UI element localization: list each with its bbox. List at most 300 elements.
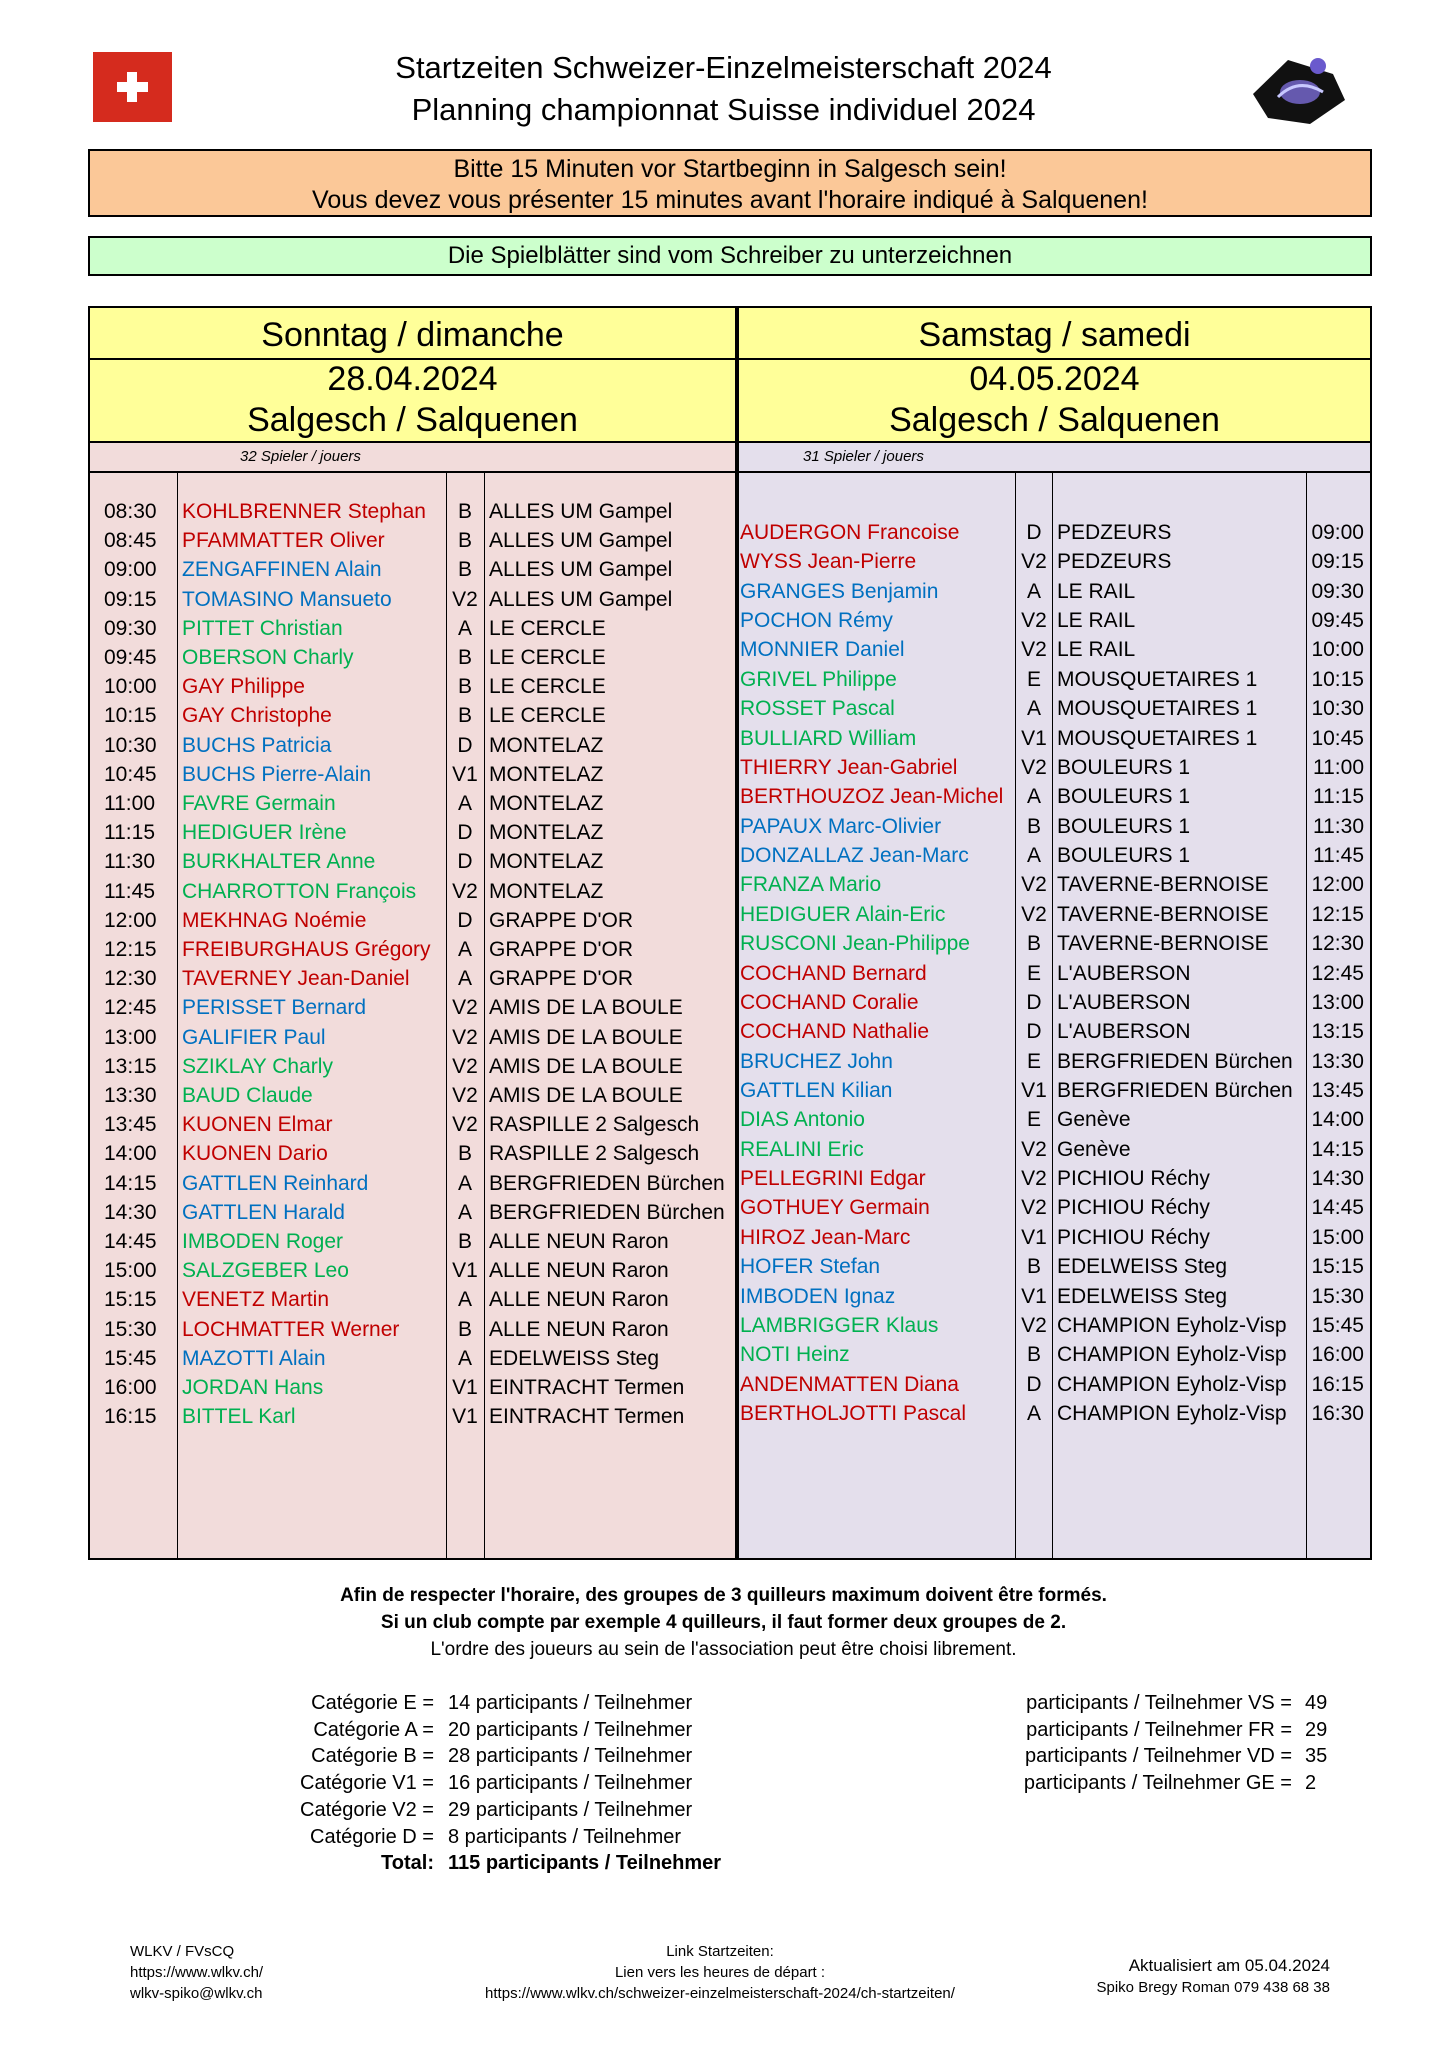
arrival-notice-de: Bitte 15 Minuten vor Startbeginn in Salgesch sein!: [453, 155, 1007, 183]
right-place: Salgesch / Salquenen: [889, 401, 1220, 439]
right-row-cat: D: [1026, 990, 1042, 1014]
right-row-name: RUSCONI Jean-Philippe: [740, 932, 970, 956]
right-row-time: 13:00: [1311, 990, 1364, 1014]
footer-link-block: [420, 1941, 1020, 2004]
left-row-name: KOHLBRENNER Stephan: [182, 500, 426, 523]
category-value: 20 participants / Teilnehmer: [448, 1718, 693, 1741]
left-row-time: 13:30: [104, 1084, 157, 1107]
left-row-club: EINTRACHT Termen: [489, 1376, 685, 1399]
left-row-cat: B: [457, 675, 472, 699]
left-row-name: GAY Philippe: [182, 675, 305, 699]
page-title: Startzeiten Schweizer-Einzelmeisterschaft 2024: [395, 50, 1052, 85]
left-row-time: 14:15: [104, 1171, 157, 1195]
right-row-club: Genève: [1057, 1137, 1131, 1161]
left-row-name: SZIKLAY Charly: [182, 1054, 333, 1078]
left-row-name: GAY Christophe: [182, 704, 332, 728]
right-row-cat: E: [1026, 1108, 1041, 1132]
left-day: Sonntag / dimanche: [261, 316, 564, 354]
left-row-name: PITTET Christian: [182, 616, 343, 640]
left-row-name: SALZGEBER Leo: [182, 1259, 349, 1283]
right-row-time: 09:30: [1311, 579, 1364, 603]
right-row-time: 14:30: [1311, 1167, 1364, 1191]
left-row-time: 16:00: [104, 1376, 157, 1399]
right-row-cat: V1: [1021, 1225, 1047, 1249]
total-label: Total:: [381, 1852, 434, 1875]
right-row-time: 11:15: [1313, 785, 1364, 809]
right-row-cat: V2: [1021, 609, 1047, 633]
left-player-count: 32 Spieler / jouers: [240, 448, 361, 465]
right-row-time: 14:45: [1311, 1196, 1364, 1220]
right-row-club: BERGFRIEDEN Bürchen: [1057, 1049, 1293, 1073]
left-row-cat: B: [457, 1230, 472, 1253]
right-row-name: ANDENMATTEN Diana: [740, 1372, 959, 1396]
right-row-cat: V2: [1021, 1196, 1047, 1220]
right-row-name: AUDERGON Francoise: [740, 521, 960, 544]
left-row-name: KUONEN Dario: [182, 1142, 328, 1166]
right-row-time: 11:30: [1313, 814, 1364, 838]
footer-startzeiten-link[interactable]: https://www.wlkv.ch/schweizer-einzelmeisterschaft-2024/ch-startzeiten/: [485, 1985, 955, 2002]
left-row-club: AMIS DE LA BOULE: [489, 1084, 683, 1107]
right-row-club: PEDZEURS: [1057, 521, 1172, 544]
left-row-time: 15:15: [104, 1288, 157, 1312]
right-row-name: GOTHUEY Germain: [740, 1196, 930, 1220]
left-row-time: 08:30: [104, 500, 157, 523]
left-row-name: GALIFIER Paul: [182, 1025, 326, 1049]
arrival-notice-fr: Vous devez vous présenter 15 minutes avant l'horaire indiqué à Salquenen!: [312, 186, 1148, 214]
right-row-club: MOUSQUETAIRES 1: [1057, 726, 1258, 750]
category-value: 29 participants / Teilnehmer: [448, 1798, 693, 1821]
right-row-name: HIROZ Jean-Marc: [740, 1225, 911, 1249]
right-row-club: CHAMPION Eyholz-Visp: [1057, 1313, 1287, 1337]
canton-value: 29: [1305, 1718, 1328, 1741]
category-value: 28 participants / Teilnehmer: [448, 1745, 693, 1768]
left-row-cat: A: [457, 616, 472, 640]
right-row-time: 10:45: [1311, 726, 1364, 750]
left-row-time: 11:15: [104, 821, 155, 845]
left-row-cat: V2: [452, 1054, 478, 1078]
right-row-cat: A: [1026, 785, 1041, 809]
right-row-club: BOULEURS 1: [1057, 755, 1191, 779]
left-row-club: LE CERCLE: [489, 646, 606, 669]
left-row-club: ALLES UM Gampel: [489, 529, 673, 553]
right-row-club: TAVERNE-BERNOISE: [1057, 932, 1269, 956]
right-row-club: TAVERNE-BERNOISE: [1057, 873, 1269, 897]
right-row-club: PEDZEURS: [1057, 550, 1172, 574]
left-row-time: 10:30: [104, 733, 157, 757]
left-row-name: KUONEN Elmar: [182, 1113, 333, 1137]
right-row-cat: A: [1026, 579, 1041, 603]
right-row-time: 09:45: [1311, 609, 1364, 633]
left-row-time: 11:00: [104, 792, 155, 815]
left-row-club: MONTELAZ: [489, 792, 604, 815]
left-row-cat: V1: [452, 1405, 478, 1429]
total-value: 115 participants / Teilnehmer: [448, 1852, 722, 1875]
right-row-name: HOFER Stefan: [740, 1255, 881, 1279]
left-row-time: 09:00: [104, 558, 157, 582]
right-row-name: WYSS Jean-Pierre: [740, 550, 917, 574]
right-row-club: CHAMPION Eyholz-Visp: [1057, 1402, 1287, 1425]
right-row-club: PICHIOU Réchy: [1057, 1167, 1210, 1191]
left-row-time: 10:00: [104, 675, 157, 699]
schedule-table: [88, 306, 1372, 1560]
left-row-cat: A: [457, 1200, 472, 1224]
sign-notice: Die Spielblätter sind vom Schreiber zu unterzeichnen: [88, 236, 1372, 276]
right-row-name: REALINI Eric: [740, 1137, 864, 1161]
right-row-name: BULLIARD William: [740, 726, 917, 750]
right-row-cat: V1: [1021, 1078, 1047, 1102]
right-row-club: MOUSQUETAIRES 1: [1057, 667, 1258, 691]
category-label: Catégorie D =: [310, 1825, 434, 1848]
right-row-cat: V2: [1021, 873, 1047, 897]
right-row-name: NOTI Heinz: [740, 1343, 850, 1367]
left-row-name: BITTEL Karl: [182, 1405, 296, 1429]
footer-org-name: WLKV / FVsCQ: [130, 1943, 235, 1960]
left-row-club: EDELWEISS Steg: [489, 1346, 660, 1370]
left-row-name: VENETZ Martin: [182, 1288, 330, 1312]
category-label: Catégorie A =: [313, 1718, 434, 1741]
left-row-name: BUCHS Pierre-Alain: [182, 762, 372, 786]
category-label: Catégorie V2 =: [300, 1798, 434, 1821]
left-row-cat: D: [457, 821, 473, 845]
right-row-time: 11:00: [1313, 755, 1364, 779]
right-row-club: LE RAIL: [1057, 579, 1136, 603]
left-row-name: BAUD Claude: [182, 1084, 313, 1107]
right-row-time: 15:00: [1311, 1225, 1364, 1249]
note-groups: Afin de respecter l'horaire, des groupes de 3 quilleurs maximum doivent être formés.: [340, 1585, 1107, 1606]
right-row-cat: D: [1026, 521, 1042, 544]
left-row-cat: V1: [452, 762, 478, 786]
left-row-time: 13:45: [104, 1113, 157, 1137]
canton-label: participants / Teilnehmer VD =: [1025, 1745, 1292, 1768]
left-row-club: GRAPPE D'OR: [489, 938, 634, 961]
left-row-club: MONTELAZ: [489, 821, 604, 845]
right-row-name: FRANZA Mario: [740, 873, 882, 897]
right-row-time: 16:30: [1311, 1402, 1364, 1425]
footer-update-block: [1040, 1955, 1330, 1998]
left-row-time: 12:15: [104, 938, 157, 961]
right-row-time: 12:30: [1311, 932, 1364, 956]
note-example: Si un club compte par exemple 4 quilleurs, il faut former deux groupes de 2.: [380, 1612, 1067, 1633]
left-row-name: MAZOTTI Alain: [182, 1346, 326, 1370]
left-row-cat: D: [457, 733, 473, 757]
left-row-club: GRAPPE D'OR: [489, 908, 634, 932]
left-row-club: BERGFRIEDEN Bürchen: [489, 1200, 725, 1224]
left-row-time: 10:15: [104, 704, 157, 728]
canton-label: participants / Teilnehmer GE =: [1023, 1772, 1292, 1795]
left-row-club: ALLE NEUN Raron: [489, 1317, 669, 1341]
canton-value: 49: [1305, 1692, 1328, 1714]
page-subtitle: Planning championnat Suisse individuel 2024: [411, 92, 1036, 127]
footer-link-label-fr: Lien vers les heures de départ :: [614, 1964, 826, 1981]
left-row-cat: V2: [452, 996, 478, 1020]
right-row-time: 12:15: [1311, 902, 1364, 926]
left-row-club: MONTELAZ: [489, 850, 604, 874]
right-row-cat: A: [1026, 697, 1041, 721]
left-row-time: 08:45: [104, 529, 157, 553]
right-row-cat: V2: [1021, 550, 1047, 574]
left-row-time: 11:30: [104, 850, 155, 874]
note-order: L'ordre des joueurs au sein de l'association peut être choisi librement.: [430, 1639, 1017, 1660]
left-row-cat: B: [457, 1142, 472, 1166]
right-row-cat: V2: [1021, 1137, 1047, 1161]
right-row-time: 13:15: [1311, 1020, 1364, 1044]
left-row-cat: B: [457, 704, 472, 728]
category-label: Catégorie V1 =: [300, 1772, 434, 1795]
right-row-cat: B: [1026, 1255, 1041, 1279]
left-row-time: 12:45: [104, 996, 157, 1020]
right-row-name: MONNIER Daniel: [740, 638, 905, 662]
footer-link-label-de: Link Startzeiten:: [666, 1943, 774, 1960]
right-row-time: 11:45: [1313, 844, 1364, 868]
right-row-name: BERTHOUZOZ Jean-Michel: [740, 785, 1004, 809]
right-row-name: ROSSET Pascal: [740, 697, 895, 721]
right-row-name: HEDIGUER Alain-Eric: [740, 902, 946, 926]
right-row-club: LE RAIL: [1057, 638, 1136, 662]
left-row-time: 13:00: [104, 1025, 157, 1049]
left-row-club: ALLES UM Gampel: [489, 587, 673, 611]
category-value: 14 participants / Teilnehmer: [448, 1692, 693, 1714]
left-row-time: 15:30: [104, 1317, 157, 1341]
right-row-club: PICHIOU Réchy: [1057, 1225, 1210, 1249]
right-row-cat: V2: [1021, 902, 1047, 926]
left-row-name: GATTLEN Reinhard: [182, 1171, 369, 1195]
left-row-club: MONTELAZ: [489, 879, 604, 903]
right-row-cat: B: [1026, 814, 1041, 838]
right-row-time: 12:00: [1311, 873, 1364, 897]
left-row-name: IMBODEN Roger: [182, 1230, 344, 1253]
left-row-cat: A: [457, 1346, 472, 1370]
right-row-club: MOUSQUETAIRES 1: [1057, 697, 1258, 721]
left-row-name: OBERSON Charly: [182, 646, 354, 669]
right-date: 04.05.2024: [969, 360, 1140, 398]
right-row-name: DONZALLAZ Jean-Marc: [740, 844, 969, 868]
category-value: 8 participants / Teilnehmer: [448, 1825, 682, 1848]
footer-org: [130, 1941, 263, 2004]
right-row-cat: V2: [1021, 638, 1047, 662]
left-row-cat: A: [457, 792, 472, 815]
left-row-name: FAVRE Germain: [182, 792, 336, 815]
right-row-time: 16:00: [1311, 1343, 1364, 1367]
left-row-time: 16:15: [104, 1405, 157, 1429]
left-row-cat: B: [457, 1317, 472, 1341]
right-row-cat: V1: [1021, 726, 1047, 750]
footer-contact: Spiko Bregy Roman 079 438 68 38: [1096, 1979, 1330, 1996]
left-row-name: PFAMMATTER Oliver: [182, 529, 385, 553]
right-row-club: Genève: [1057, 1108, 1131, 1132]
right-row-name: GRANGES Benjamin: [740, 579, 939, 603]
right-row-club: BOULEURS 1: [1057, 785, 1191, 809]
right-row-time: 09:15: [1311, 550, 1364, 574]
right-row-time: 16:15: [1311, 1372, 1364, 1396]
canton-value: 2: [1305, 1772, 1317, 1795]
left-row-club: BERGFRIEDEN Bürchen: [489, 1171, 725, 1195]
right-day: Samstag / samedi: [918, 316, 1191, 354]
right-row-club: BOULEURS 1: [1057, 844, 1191, 868]
right-row-club: TAVERNE-BERNOISE: [1057, 902, 1269, 926]
right-row-cat: E: [1026, 667, 1041, 691]
right-row-club: EDELWEISS Steg: [1057, 1255, 1228, 1279]
right-row-cat: V2: [1021, 755, 1047, 779]
right-row-club: LE RAIL: [1057, 609, 1136, 633]
left-row-club: LE CERCLE: [489, 704, 606, 728]
right-row-name: BRUCHEZ John: [740, 1049, 893, 1073]
left-row-club: ALLES UM Gampel: [489, 500, 673, 523]
left-row-cat: B: [457, 558, 472, 582]
right-row-cat: D: [1026, 1020, 1042, 1044]
left-row-name: FREIBURGHAUS Grégory: [182, 938, 431, 961]
right-row-club: L'AUBERSON: [1057, 990, 1191, 1014]
right-row-club: CHAMPION Eyholz-Visp: [1057, 1372, 1287, 1396]
left-row-cat: D: [457, 908, 473, 932]
left-row-cat: V2: [452, 1113, 478, 1137]
left-row-name: HEDIGUER Irène: [182, 821, 347, 845]
right-row-name: DIAS Antonio: [740, 1108, 865, 1132]
right-row-cat: B: [1026, 932, 1041, 956]
right-row-club: CHAMPION Eyholz-Visp: [1057, 1343, 1287, 1367]
right-row-club: EDELWEISS Steg: [1057, 1284, 1228, 1308]
left-row-cat: B: [457, 500, 472, 523]
canton-value: 35: [1305, 1745, 1328, 1768]
right-row-name: COCHAND Coralie: [740, 990, 919, 1014]
right-row-time: 14:00: [1311, 1108, 1364, 1132]
canton-label: participants / Teilnehmer FR =: [1026, 1718, 1292, 1741]
left-row-name: BUCHS Patricia: [182, 733, 332, 757]
left-row-club: RASPILLE 2 Salgesch: [489, 1142, 700, 1166]
right-row-time: 15:30: [1311, 1284, 1364, 1308]
left-row-club: LE CERCLE: [489, 616, 606, 640]
right-row-time: 10:15: [1311, 667, 1364, 691]
left-row-cat: A: [457, 1171, 472, 1195]
left-date: 28.04.2024: [327, 360, 498, 398]
left-row-time: 12:30: [104, 967, 157, 991]
left-row-time: 12:00: [104, 908, 157, 932]
left-row-time: 14:45: [104, 1230, 157, 1253]
left-row-club: EINTRACHT Termen: [489, 1405, 685, 1429]
left-row-club: ALLES UM Gampel: [489, 558, 673, 582]
right-row-name: POCHON Rémy: [740, 609, 893, 633]
right-row-time: 15:15: [1311, 1255, 1364, 1279]
category-value: 16 participants / Teilnehmer: [448, 1772, 693, 1795]
left-row-cat: V1: [452, 1259, 478, 1283]
footer-email-link[interactable]: wlkv-spiko@wlkv.ch: [130, 1985, 263, 2002]
right-row-name: COCHAND Bernard: [740, 961, 927, 985]
right-row-club: BERGFRIEDEN Bürchen: [1057, 1078, 1293, 1102]
right-row-cat: A: [1026, 844, 1041, 868]
right-row-cat: V1: [1021, 1284, 1047, 1308]
left-row-club: GRAPPE D'OR: [489, 967, 634, 991]
left-row-cat: V2: [452, 1025, 478, 1049]
right-row-time: 14:15: [1311, 1137, 1364, 1161]
left-row-time: 15:00: [104, 1259, 157, 1283]
left-row-club: AMIS DE LA BOULE: [489, 1054, 683, 1078]
left-row-club: RASPILLE 2 Salgesch: [489, 1113, 700, 1137]
right-row-name: COCHAND Nathalie: [740, 1020, 930, 1044]
left-row-time: 09:45: [104, 646, 157, 669]
right-row-name: GRIVEL Philippe: [740, 667, 897, 691]
left-row-time: 09:30: [104, 616, 157, 640]
bowling-logo-icon: [1248, 52, 1348, 127]
right-row-name: PELLEGRINI Edgar: [740, 1167, 926, 1191]
left-row-time: 15:45: [104, 1346, 157, 1370]
left-row-name: JORDAN Hans: [182, 1376, 324, 1399]
right-row-cat: V2: [1021, 1313, 1047, 1337]
left-row-cat: A: [457, 1288, 472, 1312]
right-row-cat: D: [1026, 1372, 1042, 1396]
left-row-club: AMIS DE LA BOULE: [489, 1025, 683, 1049]
left-row-name: GATTLEN Harald: [182, 1200, 345, 1224]
right-row-club: L'AUBERSON: [1057, 961, 1191, 985]
canton-label: participants / Teilnehmer VS =: [1026, 1692, 1292, 1714]
left-row-name: TOMASINO Mansueto: [182, 587, 392, 611]
right-row-name: LAMBRIGGER Klaus: [740, 1313, 939, 1337]
right-row-name: GATTLEN Kilian: [740, 1078, 893, 1102]
right-row-cat: B: [1026, 1343, 1041, 1367]
right-row-cat: E: [1026, 1049, 1041, 1073]
left-row-cat: B: [457, 529, 472, 553]
right-row-time: 09:00: [1311, 521, 1364, 544]
left-place: Salgesch / Salquenen: [247, 401, 578, 439]
left-row-name: PERISSET Bernard: [182, 996, 367, 1020]
left-row-cat: V2: [452, 879, 478, 903]
right-row-club: L'AUBERSON: [1057, 1020, 1191, 1044]
right-row-time: 10:00: [1311, 638, 1364, 662]
left-row-name: BURKHALTER Anne: [182, 850, 376, 874]
left-row-name: TAVERNEY Jean-Daniel: [182, 967, 410, 991]
left-row-cat: A: [457, 938, 472, 961]
footer-site-link[interactable]: https://www.wlkv.ch/: [130, 1964, 264, 1981]
footer-updated: Aktualisiert am 05.04.2024: [1128, 1956, 1330, 1975]
left-row-name: CHARROTTON François: [182, 879, 417, 903]
right-row-cat: E: [1026, 961, 1041, 985]
left-row-time: 14:00: [104, 1142, 157, 1166]
left-row-time: 09:15: [104, 587, 157, 611]
right-row-club: BOULEURS 1: [1057, 814, 1191, 838]
left-row-club: AMIS DE LA BOULE: [489, 996, 683, 1020]
left-row-cat: V2: [452, 1084, 478, 1107]
right-player-count: 31 Spieler / jouers: [803, 448, 924, 465]
arrival-notice: [88, 149, 1372, 217]
left-row-time: 13:15: [104, 1054, 157, 1078]
category-label: Catégorie B =: [311, 1745, 434, 1768]
right-row-time: 12:45: [1311, 961, 1364, 985]
right-row-name: THIERRY Jean-Gabriel: [740, 755, 958, 779]
left-row-club: ALLE NEUN Raron: [489, 1230, 669, 1253]
left-row-cat: A: [457, 967, 472, 991]
left-row-club: LE CERCLE: [489, 675, 606, 699]
left-row-time: 11:45: [104, 879, 155, 903]
right-row-cat: A: [1026, 1402, 1041, 1425]
left-row-cat: V1: [452, 1376, 478, 1399]
left-row-cat: D: [457, 850, 473, 874]
left-row-cat: V2: [452, 587, 478, 611]
right-row-name: IMBODEN Ignaz: [740, 1284, 896, 1308]
left-row-name: MEKHNAG Noémie: [182, 908, 367, 932]
left-row-club: MONTELAZ: [489, 762, 604, 786]
left-row-club: MONTELAZ: [489, 733, 604, 757]
left-row-time: 10:45: [104, 762, 157, 786]
right-row-time: 13:45: [1311, 1078, 1364, 1102]
category-label: Catégorie E =: [311, 1692, 434, 1714]
left-row-cat: B: [457, 646, 472, 669]
right-row-time: 15:45: [1311, 1313, 1364, 1337]
right-row-time: 10:30: [1311, 697, 1364, 721]
left-row-name: ZENGAFFINEN Alain: [182, 558, 382, 582]
right-row-name: BERTHOLJOTTI Pascal: [740, 1402, 966, 1425]
right-row-club: PICHIOU Réchy: [1057, 1196, 1210, 1220]
left-row-name: LOCHMATTER Werner: [182, 1317, 400, 1341]
left-row-club: ALLE NEUN Raron: [489, 1259, 669, 1283]
right-row-cat: V2: [1021, 1167, 1047, 1191]
